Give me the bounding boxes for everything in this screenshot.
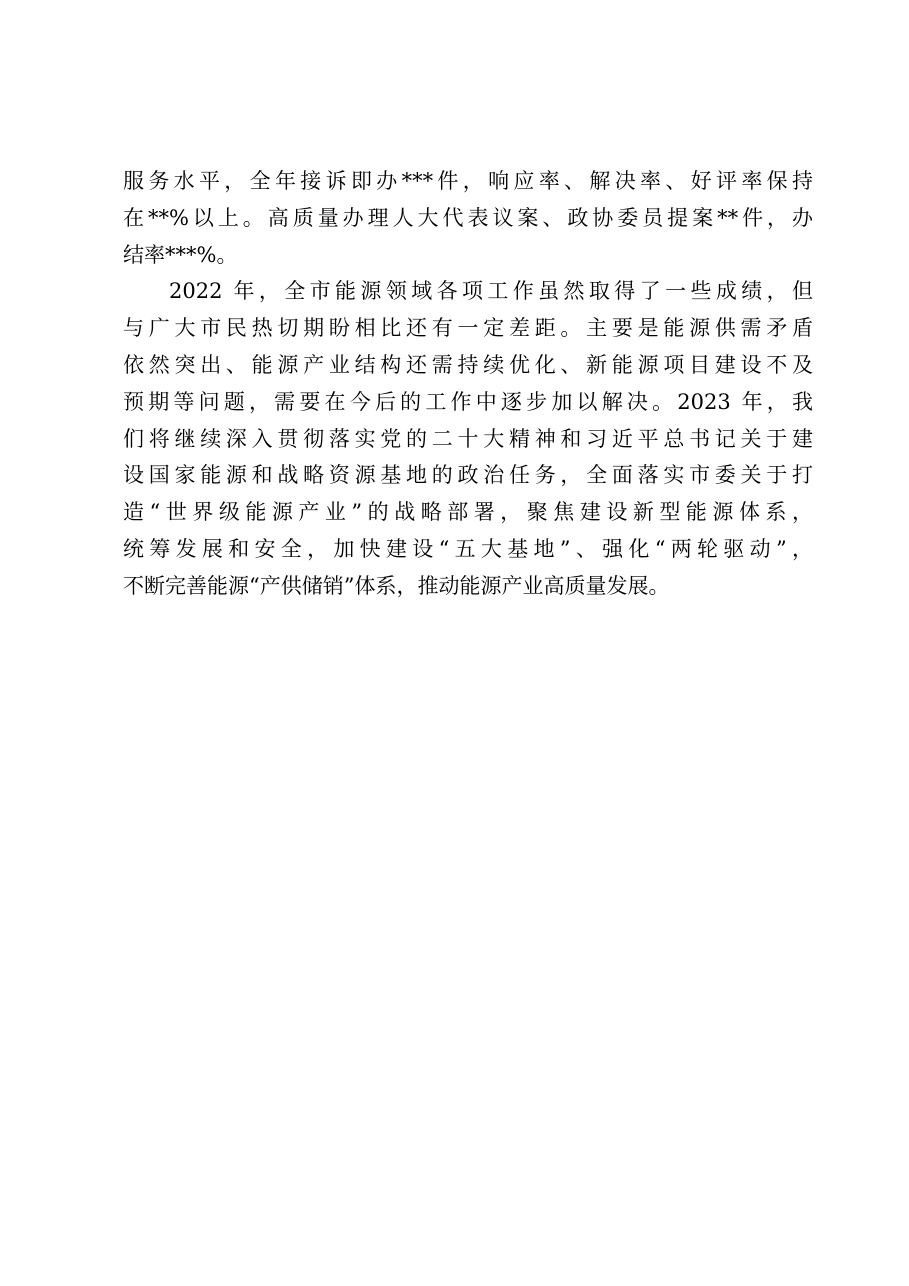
text-line: 2022 年，全市能源领域各项工作虽然取得了一些成绩，但 — [169, 279, 813, 304]
paragraph-service-summary — [123, 163, 813, 273]
text-line: 预期等问题，需要在今后的工作中逐步加以解决。2023 年，我 — [123, 389, 813, 414]
text-line: 设国家能源和战略资源基地的政治任务，全面落实市委关于打 — [123, 463, 813, 488]
document-body — [123, 163, 813, 605]
paragraph-outlook-2023 — [123, 273, 813, 604]
text-line: 不断完善能源“产供储销”体系，推动能源产业高质量发展。 — [123, 573, 670, 598]
text-line: 们将继续深入贯彻落实党的二十大精神和习近平总书记关于建 — [123, 426, 813, 451]
text-line: 在**%以上。高质量办理人大代表议案、政协委员提案**件，办 — [123, 205, 813, 230]
text-line: 与广大市民热切期盼相比还有一定差距。主要是能源供需矛盾 — [123, 316, 813, 341]
text-line: 服务水平，全年接诉即办***件，响应率、解决率、好评率保持 — [123, 169, 813, 193]
text-line: 统筹发展和安全，加快建设“五大基地”、强化“两轮驱动”， — [123, 536, 813, 561]
text-line: 结率***%。 — [123, 242, 238, 267]
text-line: 造“世界级能源产业”的战略部署，聚焦建设新型能源体系， — [123, 500, 813, 525]
text-line: 依然突出、能源产业结构还需持续优化、新能源项目建设不及 — [123, 352, 813, 377]
